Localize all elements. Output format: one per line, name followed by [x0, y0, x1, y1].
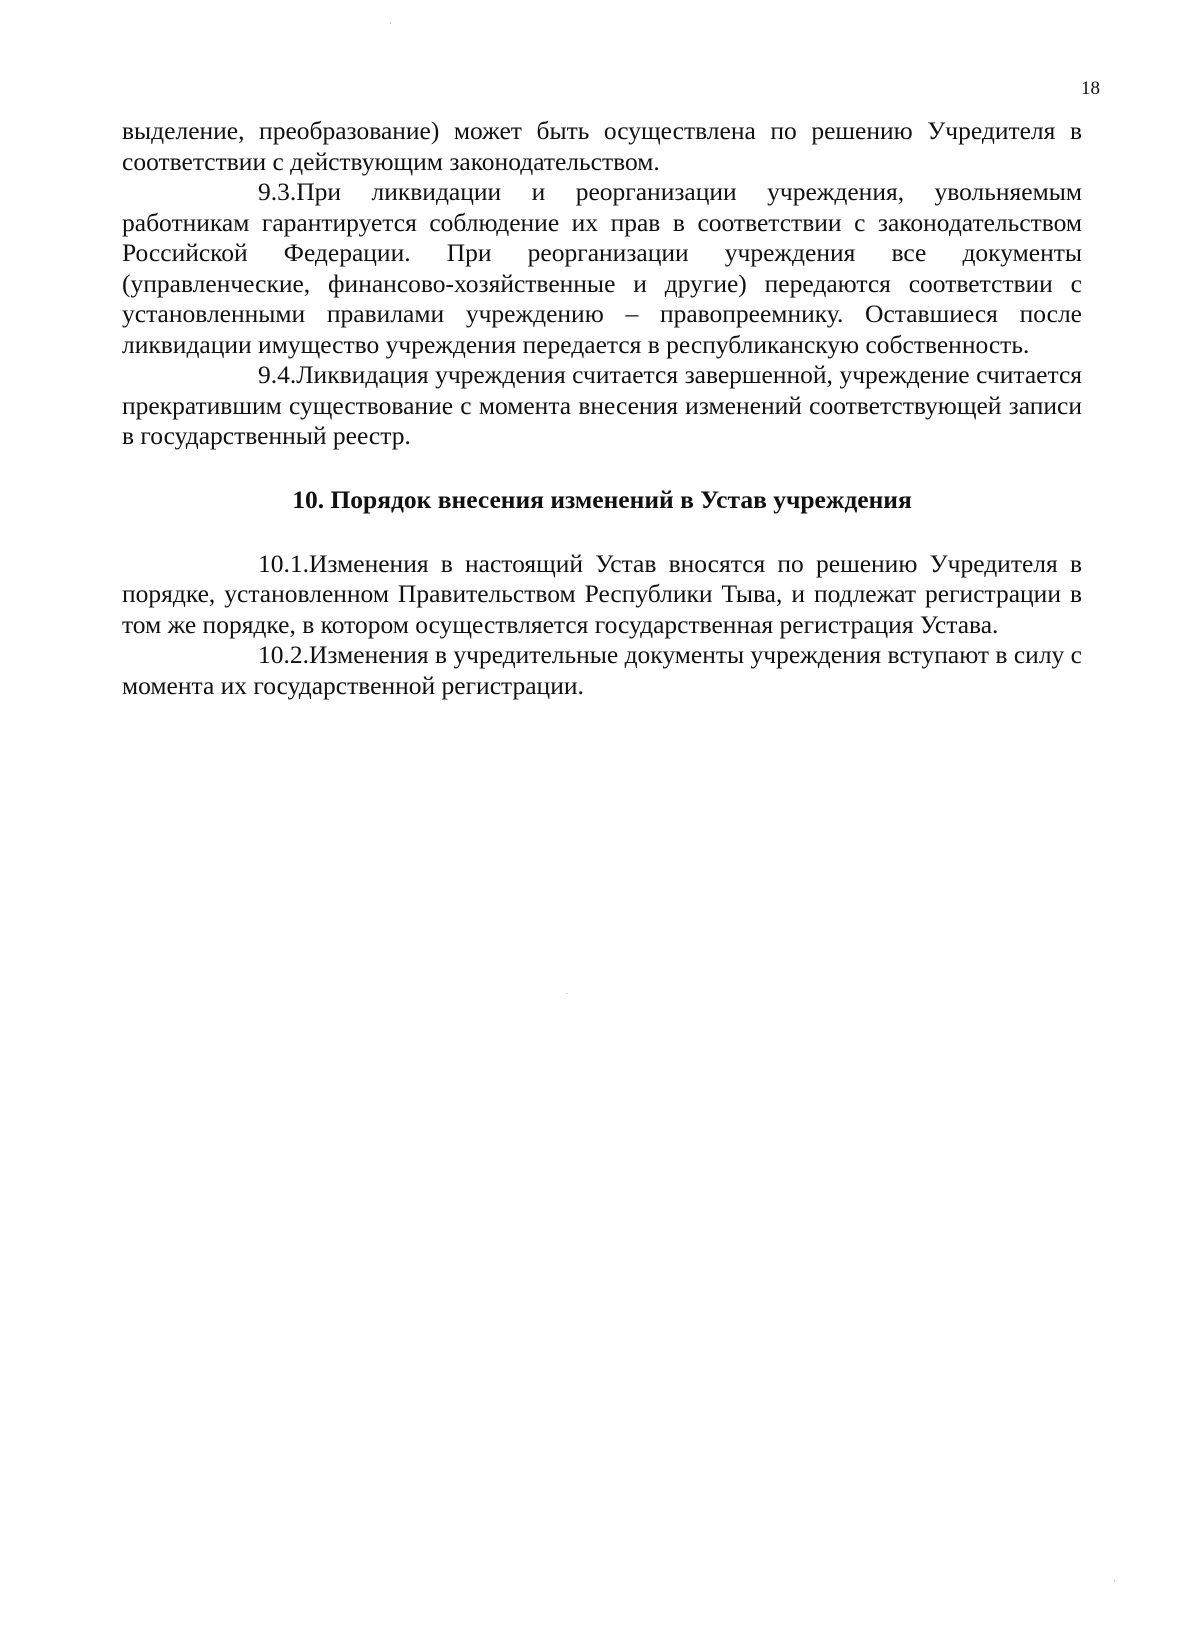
paragraph-10-2 [122, 640, 1082, 701]
paragraph-10-1 [122, 549, 1082, 641]
paragraph-text: Изменения в учредительные документы учреждения вступают в силу с момента их государственной регистрации. [122, 640, 1082, 700]
document-body [122, 116, 1082, 701]
scan-artifact [1114, 1580, 1115, 1582]
paragraph-number: 10.2. [258, 640, 309, 669]
paragraph-9-2-continuation: выделение, преобразование) может быть осуществлена по решению Учредителя в соответствии с действующим законодательством. [122, 116, 1082, 176]
paragraph-text: При ликвидации и реорганизации учреждения, увольняемым работникам гарантируется соблюдение их прав в соответствии с законодательством Российской Федерации. При реорганизации учреждения все документы (управленческие, финансово-хозяйственные и другие) передаются соответствии с установленными правилами учреждению – правопреемнику. Оставшиеся после ликвидации имущество учреждения передается в республиканскую собственность. [122, 177, 1082, 359]
paragraph-9-3 [122, 177, 1082, 360]
paragraph-number: 9.3. [258, 177, 297, 206]
section-heading: 10. Порядок внесения изменений в Устав учреждения [292, 484, 912, 514]
paragraph-9-4 [122, 360, 1082, 452]
scan-artifact [566, 993, 568, 994]
paragraph-number: 9.4. [258, 360, 297, 389]
paragraph-text: Изменения в настоящий Устав вносятся по решению Учредителя в порядке, установленном Правительством Республики Тыва, и подлежат регистрации в том же порядке, в котором осуществляется государственная регистрация Устава. [122, 548, 1082, 639]
scan-artifact [390, 22, 391, 24]
paragraph-number: 10.1. [258, 548, 309, 578]
paragraph-text: Ликвидация учреждения считается завершенной, учреждение считается прекратившим существование с момента внесения изменений соответствующей записи в государственный реестр. [122, 360, 1082, 450]
page-number: 18 [1081, 78, 1100, 99]
